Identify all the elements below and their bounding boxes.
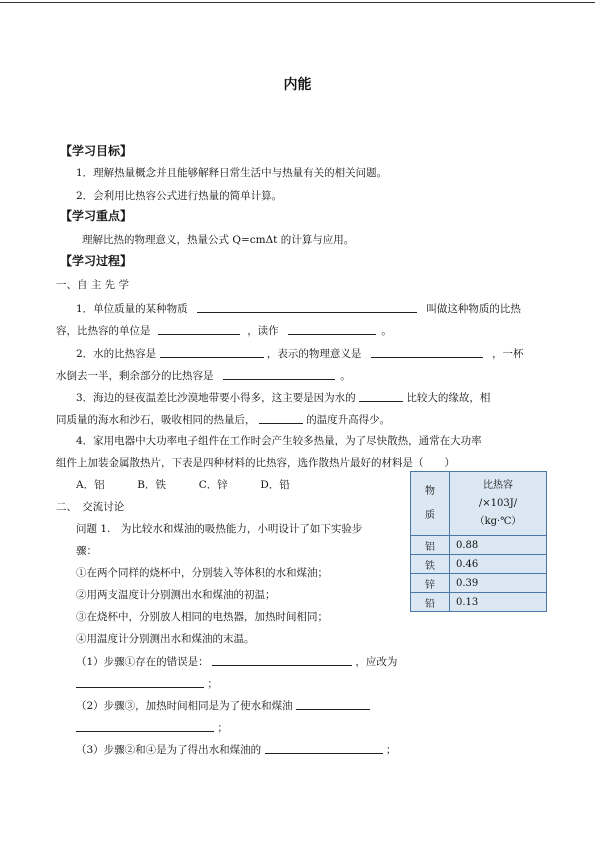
material-cell: 铝 <box>411 536 450 555</box>
question-2-text-c: ，一杯 <box>492 348 524 360</box>
answer-blank-3[interactable] <box>288 323 376 335</box>
question-3-line-2 <box>56 412 390 427</box>
question-2-text-e: 。 <box>340 370 351 382</box>
question-1-text-e: 。 <box>381 325 392 337</box>
answer-blank-7[interactable] <box>359 390 403 402</box>
value-cell: 0.39 <box>450 574 547 593</box>
question-1-line-2 <box>56 323 392 338</box>
problem-1-intro-2: 骤： <box>76 545 97 557</box>
header-specific-heat-line-3: （kg·℃） <box>474 515 522 527</box>
question-2-text-b: ，表示的物理意义是 <box>266 348 362 360</box>
question-2-line-2 <box>56 368 351 383</box>
question-4-line-2: 组件上加装金属散热片，下表是四种材料的比热容，选作散热片最好的材料是（ ） <box>56 457 455 469</box>
sub-question-3-text-a: （3）步骤②和④是为了得出水和煤油的 <box>76 744 262 756</box>
question-1-text-a: 1．单位质量的某种物质 <box>76 303 188 315</box>
answer-blank-13[interactable] <box>265 742 383 754</box>
question-4-line-1: 4．家用电器中大功率电子组件在工作时会产生较多热量，为了尽快散热，通常在大功率 <box>76 435 482 447</box>
question-3-text-d: 的温度升高得少。 <box>306 414 391 426</box>
question-1-line-1 <box>76 301 521 316</box>
option-d[interactable]: D．铅 <box>260 479 290 491</box>
sub-question-1-line-1 <box>76 654 397 669</box>
goal-1: 1．理解热量概念并且能够解释日常生活中与热量有关的相关问题。 <box>76 167 388 179</box>
sub-question-3-text-c: ； <box>385 744 397 756</box>
question-3-text-a: 3．海边的昼夜温差比沙漠地带要小得多，这主要是因为水的 <box>76 392 356 404</box>
table-header-row <box>411 472 547 536</box>
problem-1-intro-1: 问题 1. 为比较水和煤油的吸热能力，小明设计了如下实验步 <box>76 523 363 535</box>
value-cell: 0.46 <box>450 555 547 574</box>
answer-blank-9[interactable] <box>212 654 352 666</box>
question-2-text-d: 水倒去一半，剩余部分的比热容是 <box>56 370 214 382</box>
specific-heat-table <box>410 471 547 612</box>
step-2: ②用两支温度计分别测出水和煤油的初温； <box>76 589 276 601</box>
answer-blank-10[interactable] <box>76 676 204 688</box>
answer-blank-5[interactable] <box>371 346 483 358</box>
question-4-options <box>76 478 290 492</box>
step-1: ①在两个同样的烧杯中，分别装入等体积的水和煤油； <box>76 567 328 579</box>
header-specific-heat-line-2: /×103J/ <box>478 497 518 509</box>
header-rule <box>0 2 595 3</box>
sub-question-1-line-2 <box>76 676 218 691</box>
option-a[interactable]: A．铝 <box>76 479 105 491</box>
option-b[interactable]: B．铁 <box>137 479 166 491</box>
sub-question-1-text-b: ，应改为 <box>355 656 398 668</box>
answer-blank-1[interactable] <box>197 301 417 313</box>
table-header-specific-heat <box>450 472 547 536</box>
answer-blank-2[interactable] <box>158 323 240 335</box>
step-3: ③在烧杯中，分别放人相同的电热器，加热时间相同； <box>76 611 328 623</box>
sub-question-3-line <box>76 742 396 757</box>
header-specific-heat-line-1: 比热容 <box>483 479 513 491</box>
question-2-line-1 <box>76 346 524 361</box>
material-cell: 铅 <box>411 593 450 612</box>
value-cell: 0.13 <box>450 593 547 612</box>
option-c[interactable]: C．锌 <box>198 479 228 491</box>
sub-question-2-text-c: ； <box>217 722 228 734</box>
value-cell: 0.88 <box>450 536 547 555</box>
answer-blank-8[interactable] <box>259 412 303 424</box>
question-1-text-d: ，读作 <box>247 325 279 337</box>
question-1-text-c: 容，比热容的单位是 <box>56 325 151 337</box>
step-4: ④用温度计分别测出水和煤油的末温。 <box>76 633 255 645</box>
focus-text: 理解比热的物理意义，热量公式 Q=cmΔt 的计算与应用。 <box>82 234 355 246</box>
part1-heading: 一、自 主 先 学 <box>56 279 130 291</box>
question-3-line-1 <box>76 390 490 405</box>
table-row <box>411 593 547 612</box>
table-row <box>411 574 547 593</box>
part2-heading: 二、 交流讨论 <box>56 501 125 513</box>
question-3-text-b: 比较大的缘故，相 <box>406 392 491 404</box>
table-row <box>411 536 547 555</box>
answer-blank-4[interactable] <box>160 346 264 358</box>
material-cell: 铁 <box>411 555 450 574</box>
focus-heading: 【学习重点】 <box>60 209 133 223</box>
goals-heading: 【学习目标】 <box>60 144 133 158</box>
question-1-text-b: 叫做这种物质的比热 <box>426 303 521 315</box>
sub-question-2-line-1 <box>76 698 370 713</box>
sub-question-2-text-a: （2）步骤③，加热时间相同是为了使水和煤油 <box>76 700 293 712</box>
page-title: 内能 <box>283 77 312 93</box>
header-material-label: 物质 <box>425 485 435 521</box>
answer-blank-6[interactable] <box>223 368 335 380</box>
process-heading: 【学习过程】 <box>60 254 133 268</box>
answer-blank-11[interactable] <box>296 698 370 710</box>
goal-2: 2．会利用比热容公式进行热量的简单计算。 <box>76 190 283 202</box>
table-row <box>411 555 547 574</box>
sub-question-1-text-a: （1）步骤①存在的错误是： <box>76 656 209 668</box>
sub-question-1-text-c: ； <box>207 678 218 690</box>
answer-blank-12[interactable] <box>76 720 214 732</box>
table-header-material <box>411 472 450 536</box>
material-cell: 锌 <box>411 574 450 593</box>
question-3-text-c: 同质量的海水和沙石，吸收相同的热量后， <box>56 414 256 426</box>
sub-question-2-line-2 <box>76 720 228 735</box>
question-2-text-a: 2．水的比热容是 <box>76 348 157 360</box>
